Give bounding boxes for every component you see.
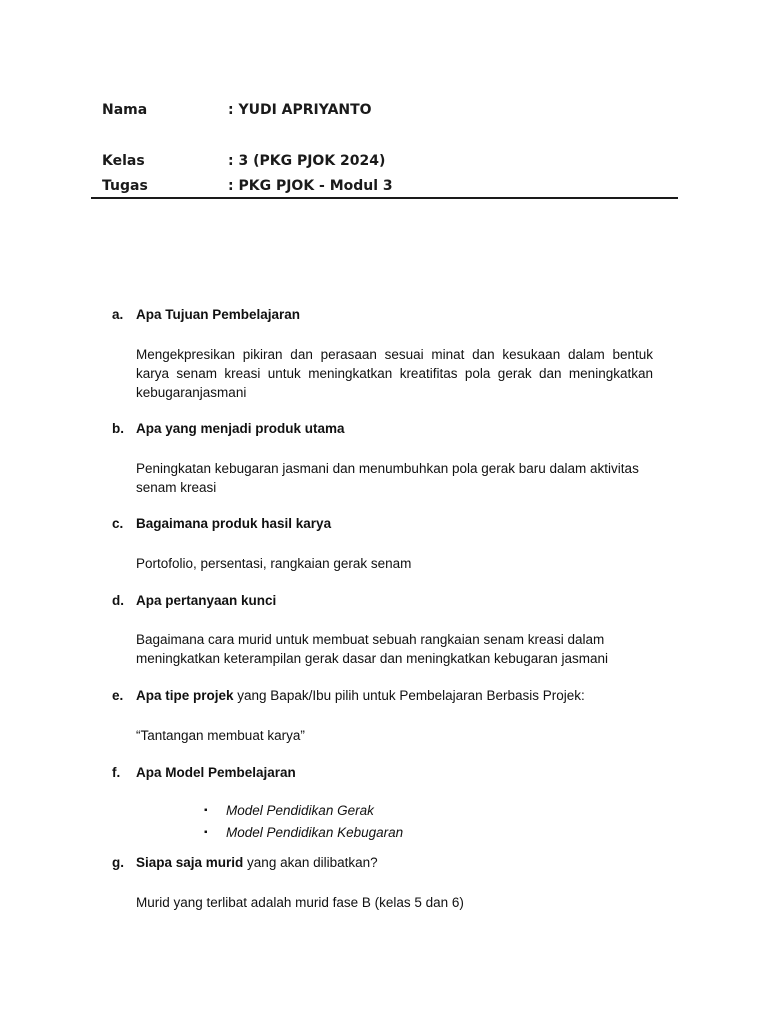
question-text [136, 688, 585, 703]
question-bold: Apa pertanyaan kunci [136, 593, 277, 608]
question-bold: Apa Model Pembelajaran [136, 765, 296, 780]
header-divider [91, 197, 678, 199]
tugas-label: Tugas [102, 178, 148, 194]
question-rest: yang Bapak/Ibu pilih untuk Pembelajaran Berbasis Projek: [233, 688, 585, 703]
question-bold: Siapa saja murid [136, 855, 244, 870]
question-bold: Apa Tujuan Pembelajaran [136, 307, 301, 322]
answer-b: Peningkatan kebugaran jasmani dan menumbuhkan pola gerak baru dalam aktivitas senam kreasi [136, 461, 639, 495]
question-letter: c. [112, 516, 124, 531]
bullet-item [204, 822, 403, 844]
question-letter: e. [112, 688, 124, 703]
nama-label: Nama [102, 102, 148, 118]
nama-value: : YUDI APRIYANTO [228, 102, 372, 118]
tugas-value: : PKG PJOK - Modul 3 [228, 178, 393, 194]
question-text [136, 421, 345, 436]
question-text [136, 765, 296, 780]
question-text [136, 516, 331, 531]
answer-d: Bagaimana cara murid untuk membuat sebuah rangkaian senam kreasi dalam meningkatkan keterampilan gerak dasar dan meningkatkan kebugaran jasmani [136, 632, 609, 666]
kelas-label: Kelas [102, 153, 145, 169]
question-text [136, 593, 276, 608]
question-bold: Bagaimana produk hasil karya [136, 516, 332, 531]
bullet-text: Model Pendidikan Gerak [226, 803, 374, 818]
question-rest: yang akan dilibatkan? [243, 855, 378, 870]
question-letter: a. [112, 307, 124, 322]
question-bold: Apa yang menjadi produk utama [136, 421, 345, 436]
question-text [136, 307, 300, 322]
bullet-dot-icon: ▪ [204, 805, 208, 816]
bullet-list [204, 800, 403, 844]
question-letter: d. [112, 593, 124, 608]
question-letter: f. [112, 765, 121, 780]
answer-c: Portofolio, persentasi, rangkaian gerak senam [136, 556, 412, 571]
question-letter: g. [112, 855, 124, 870]
answer-g: Murid yang terlibat adalah murid fase B (kelas 5 dan 6) [136, 895, 464, 910]
question-bold: Apa tipe projek [136, 688, 234, 703]
bullet-item [204, 800, 403, 822]
kelas-value: : 3 (PKG PJOK 2024) [228, 153, 386, 169]
question-text [136, 855, 378, 870]
answer-a: Mengekpresikan pikiran dan perasaan sesuai minat dan kesukaan dalam bentuk karya senam kreasi untuk meningkatkan kreatifitas pola gerak dan meningkatkan kebugaranjasmani [136, 347, 653, 400]
question-letter: b. [112, 421, 124, 436]
bullet-text: Model Pendidikan Kebugaran [226, 825, 404, 840]
bullet-dot-icon: ▪ [204, 827, 208, 838]
answer-e: “Tantangan membuat karya” [136, 728, 305, 743]
